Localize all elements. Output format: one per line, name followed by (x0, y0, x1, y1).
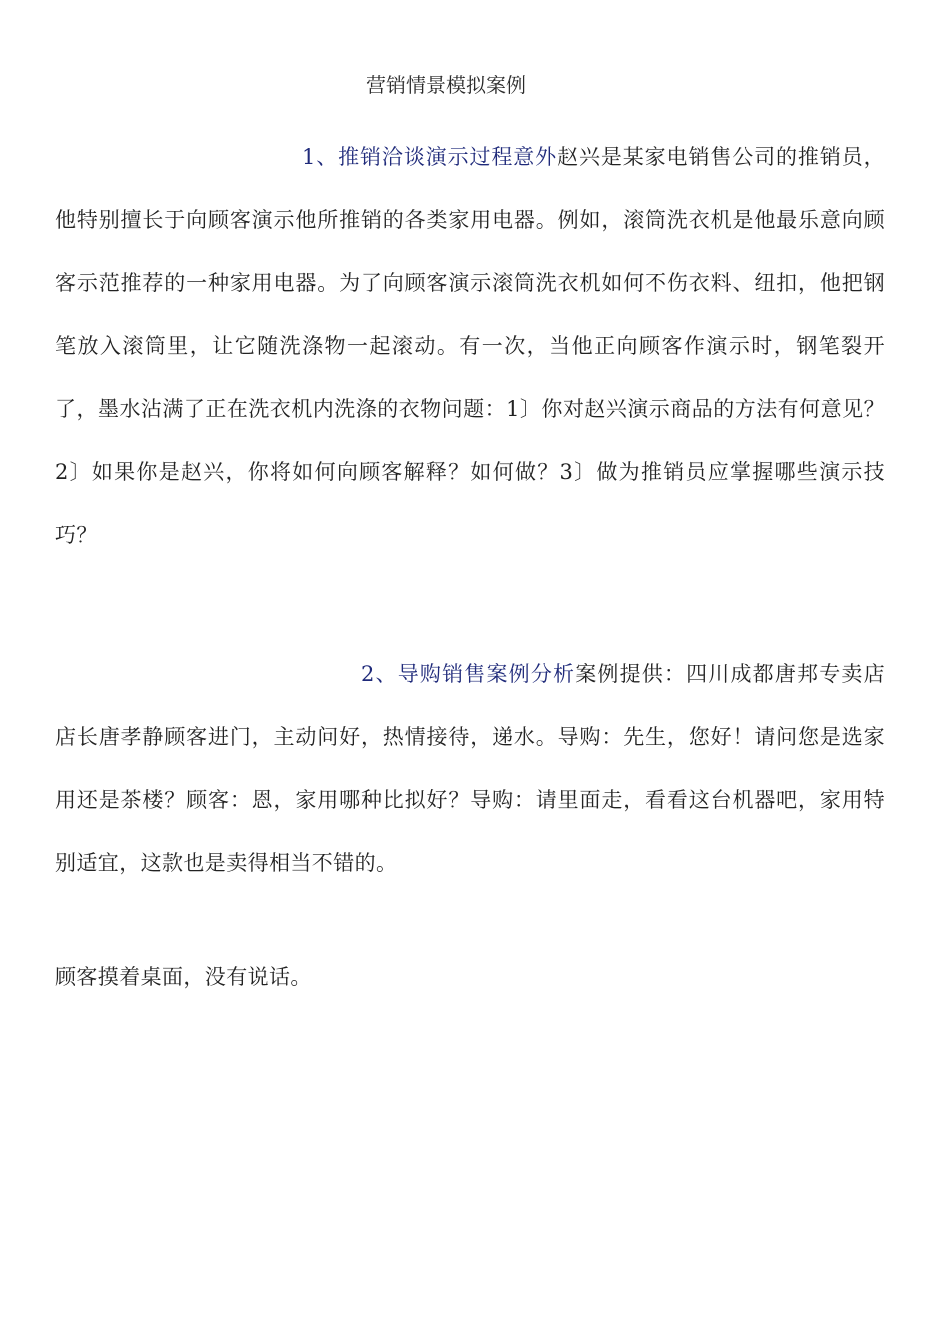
case-2-body: 案例提供：四川成都唐邦专卖店店长唐孝静顾客进门，主动问好，热情接待，递水。导购：先生，您好！请问您是选家用还是茶楼？顾客：恩，家用哪种比拟好？导购：请里面走，看看这台机器吧，家用特别适宜，这款也是卖得相当不错的。 (55, 662, 885, 875)
case-1-heading: 1、推销洽谈演示过程意外 (302, 145, 558, 169)
case-2-closing: 顾客摸着桌面，没有说话。 (55, 965, 312, 989)
document-title: 营销情景模拟案例 (366, 73, 526, 97)
case-2-heading: 2、导购销售案例分析 (361, 662, 576, 686)
case-2-paragraph (55, 643, 885, 895)
case-1-body: 赵兴是某家电销售公司的推销员，他特别擅长于向顾客演示他所推销的各类家用电器。例如，滚筒洗衣机是他最乐意向顾客示范推荐的一种家用电器。为了向顾客演示滚筒洗衣机如何不伤衣料、纽扣，他把钢笔放入滚筒里，让它随洗涤物一起滚动。有一次，当他正向顾客作演示时，钢笔裂开了，墨水沾满了正在洗衣机内洗涤的衣物问题：1〕你对赵兴演示商品的方法有何意见？2〕如果你是赵兴，你将如何向顾客解释？如何做？3〕做为推销员应掌握哪些演示技巧？ (55, 145, 885, 547)
case-1-paragraph (55, 126, 885, 567)
